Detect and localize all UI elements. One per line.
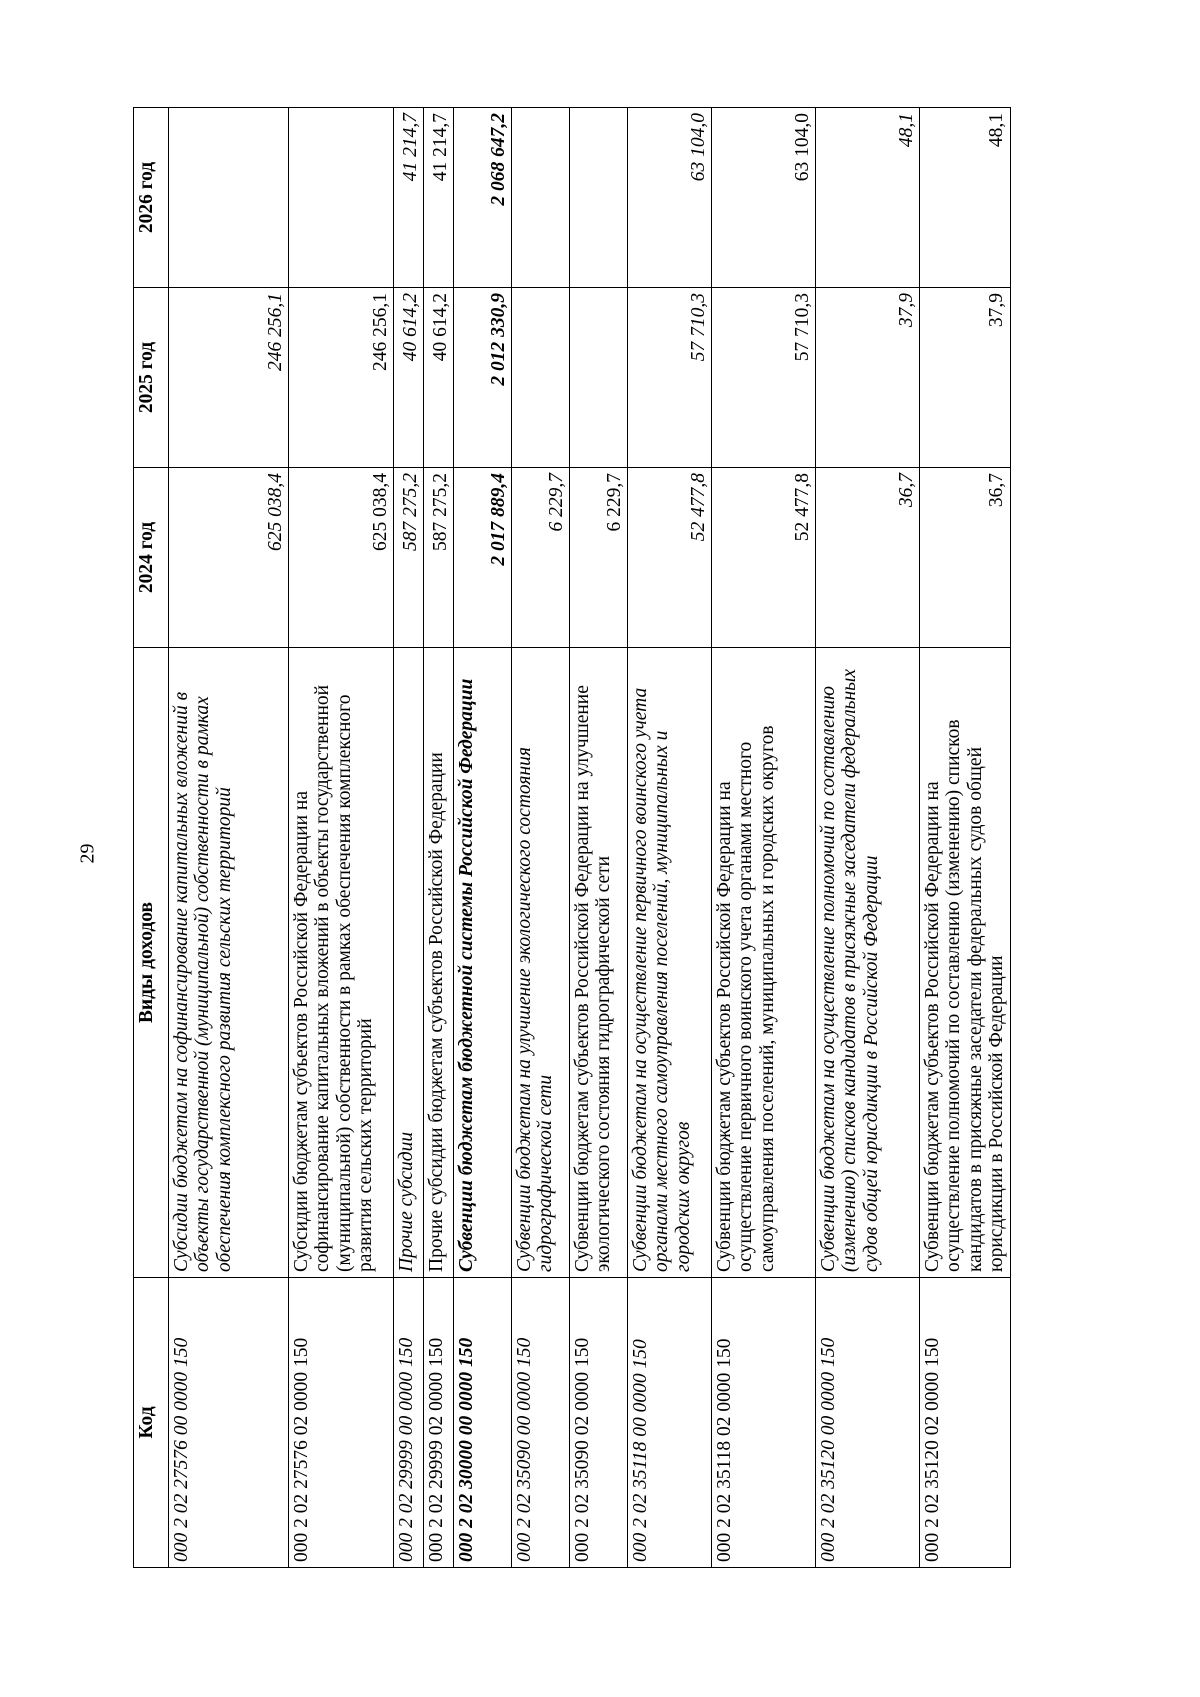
cell-y2025: 246 256,1 bbox=[169, 288, 289, 468]
cell-y2025: 2 012 330,9 bbox=[454, 288, 512, 468]
cell-type: Субвенции бюджетам субъектов Российской Федерации на осуществление первичного воинского учета органами местного самоуправления поселений, муниципальных и городских округов bbox=[712, 648, 816, 1278]
cell-code: 000 2 02 35090 02 0000 150 bbox=[570, 1278, 628, 1568]
cell-y2024: 625 038,4 bbox=[289, 468, 394, 648]
cell-code: 000 2 02 27576 02 0000 150 bbox=[289, 1278, 394, 1568]
cell-y2024: 2 017 889,4 bbox=[454, 468, 512, 648]
cell-y2024: 36,7 bbox=[920, 468, 1011, 648]
cell-code: 000 2 02 27576 00 0000 150 bbox=[169, 1278, 289, 1568]
cell-y2025 bbox=[512, 288, 570, 468]
cell-y2026 bbox=[570, 108, 628, 288]
cell-y2024: 6 229,7 bbox=[512, 468, 570, 648]
cell-code: 000 2 02 35118 02 0000 150 bbox=[712, 1278, 816, 1568]
cell-y2024: 52 477,8 bbox=[628, 468, 712, 648]
revenue-table bbox=[133, 107, 1011, 1568]
cell-y2024: 587 275,2 bbox=[394, 468, 424, 648]
cell-code: 000 2 02 30000 00 0000 150 bbox=[454, 1278, 512, 1568]
rotated-table-container bbox=[133, 108, 1058, 1568]
header-type: Виды доходов bbox=[134, 648, 169, 1278]
table-row bbox=[570, 108, 628, 1568]
cell-y2025: 57 710,3 bbox=[628, 288, 712, 468]
cell-y2025: 246 256,1 bbox=[289, 288, 394, 468]
table-header-row bbox=[134, 108, 169, 1568]
cell-y2026 bbox=[169, 108, 289, 288]
table-row bbox=[512, 108, 570, 1568]
table-row bbox=[920, 108, 1011, 1568]
cell-code: 000 2 02 35120 00 0000 150 bbox=[816, 1278, 920, 1568]
header-2026: 2026 год bbox=[134, 108, 169, 288]
cell-y2026: 41 214,7 bbox=[424, 108, 454, 288]
table-row bbox=[628, 108, 712, 1568]
cell-y2026: 63 104,0 bbox=[628, 108, 712, 288]
cell-y2025: 37,9 bbox=[920, 288, 1011, 468]
cell-y2025: 40 614,2 bbox=[424, 288, 454, 468]
cell-y2025: 40 614,2 bbox=[394, 288, 424, 468]
cell-y2024: 36,7 bbox=[816, 468, 920, 648]
cell-type: Субсидии бюджетам субъектов Российской Федерации на софинансирование капитальных вложений в объекты государственной (муниципальной) собственности в рамках обеспечения комплексного развития сельских территорий bbox=[289, 648, 394, 1278]
cell-type: Субвенции бюджетам на осуществление полномочий по составлению (изменению) списков кандидатов в присяжные заседатели федеральных судов общей юрисдикции в Российской Федерации bbox=[816, 648, 920, 1278]
cell-code: 000 2 02 29999 00 0000 150 bbox=[394, 1278, 424, 1568]
cell-type: Субвенции бюджетам субъектов Российской Федерации на осуществление полномочий по составлению (изменению) списков кандидатов в присяжные заседатели федеральных судов общей юрисдикции в Российской Федерации bbox=[920, 648, 1011, 1278]
cell-type: Субвенции бюджетам бюджетной системы Российской Федерации bbox=[454, 648, 512, 1278]
cell-y2024: 587 275,2 bbox=[424, 468, 454, 648]
cell-y2025: 57 710,3 bbox=[712, 288, 816, 468]
cell-y2026 bbox=[512, 108, 570, 288]
cell-code: 000 2 02 35090 00 0000 150 bbox=[512, 1278, 570, 1568]
header-code: Код bbox=[134, 1278, 169, 1568]
header-2025: 2025 год bbox=[134, 288, 169, 468]
cell-y2024: 52 477,8 bbox=[712, 468, 816, 648]
table-row bbox=[169, 108, 289, 1568]
cell-code: 000 2 02 35118 00 0000 150 bbox=[628, 1278, 712, 1568]
table-row bbox=[424, 108, 454, 1568]
cell-type: Субвенции бюджетам на улучшение экологического состояния гидрографической сети bbox=[512, 648, 570, 1278]
table-row bbox=[454, 108, 512, 1568]
cell-type: Субвенции бюджетам субъектов Российской Федерации на улучшение экологического состояния гидрографической сети bbox=[570, 648, 628, 1278]
table-row bbox=[394, 108, 424, 1568]
header-2024: 2024 год bbox=[134, 468, 169, 648]
table-row bbox=[816, 108, 920, 1568]
cell-y2026: 2 068 647,2 bbox=[454, 108, 512, 288]
cell-y2025: 37,9 bbox=[816, 288, 920, 468]
cell-y2026: 63 104,0 bbox=[712, 108, 816, 288]
cell-y2026: 48,1 bbox=[816, 108, 920, 288]
table-row bbox=[712, 108, 816, 1568]
cell-y2025 bbox=[570, 288, 628, 468]
cell-y2026 bbox=[289, 108, 394, 288]
cell-y2026: 41 214,7 bbox=[394, 108, 424, 288]
cell-type: Субсидии бюджетам на софинансирование капитальных вложений в объекты государственной (муниципальной) собственности в рамках обеспечения комплексного развития сельских территорий bbox=[169, 648, 289, 1278]
cell-code: 000 2 02 35120 02 0000 150 bbox=[920, 1278, 1011, 1568]
cell-type: Прочие субсидии bbox=[394, 648, 424, 1278]
cell-y2026: 48,1 bbox=[920, 108, 1011, 288]
cell-y2024: 625 038,4 bbox=[169, 468, 289, 648]
cell-type: Субвенции бюджетам на осуществление первичного воинского учета органами местного самоуправления поселений, муниципальных и городских округов bbox=[628, 648, 712, 1278]
cell-code: 000 2 02 29999 02 0000 150 bbox=[424, 1278, 454, 1568]
page-number: 29 bbox=[76, 843, 99, 864]
table-row bbox=[289, 108, 394, 1568]
cell-y2024: 6 229,7 bbox=[570, 468, 628, 648]
cell-type: Прочие субсидии бюджетам субъектов Российской Федерации bbox=[424, 648, 454, 1278]
